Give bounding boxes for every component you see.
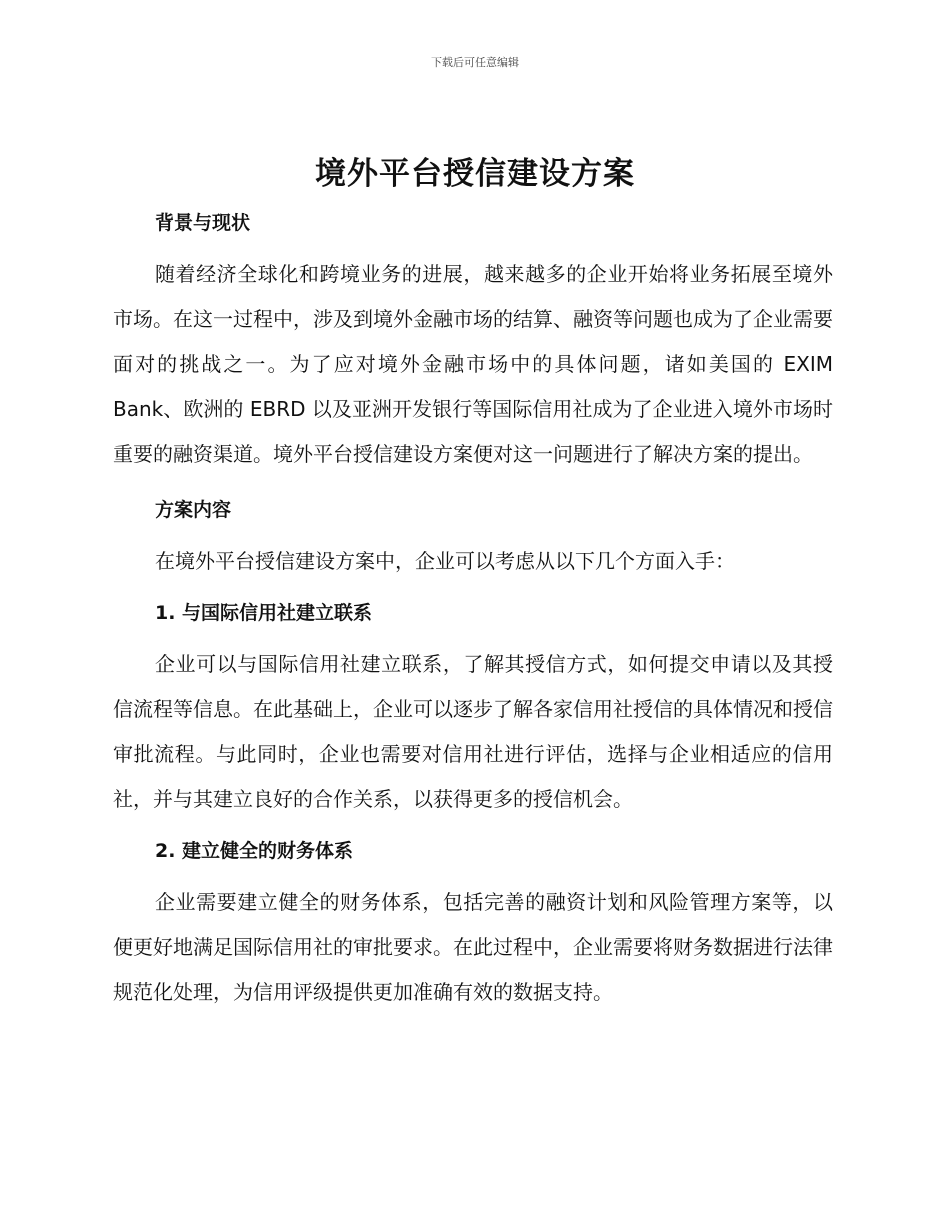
document-title: 境外平台授信建设方案 <box>315 156 635 192</box>
section-background <box>113 206 833 477</box>
section-heading: 1. 与国际信用社建立联系 <box>155 602 373 624</box>
section-credit-union-contact <box>113 596 833 822</box>
section-paragraph: 企业可以与国际信用社建立联系，了解其授信方式，如何提交申请以及其授信流程等信息。在此基础上，企业可以逐步了解各家信用社授信的具体情况和授信审批流程。与此同时，企业也需要对信用社进行评估，选择与企业相适应的信用社，并与其建立良好的合作关系，以获得更多的授信机会。 <box>113 652 833 811</box>
header-note: 下载后可任意编辑 <box>431 56 519 69</box>
section-heading: 方案内容 <box>155 499 232 521</box>
section-paragraph: 企业需要建立健全的财务体系，包括完善的融资计划和风险管理方案等，以便更好地满足国际信用社的审批要求。在此过程中，企业需要将财务数据进行法律规范化处理，为信用评级提供更加准确有效的数据支持。 <box>113 890 833 1004</box>
section-paragraph: 随着经济全球化和跨境业务的进展，越来越多的企业开始将业务拓展至境外市场。在这一过程中，涉及到境外金融市场的结算、融资等问题也成为了企业需要面对的挑战之一。为了应对境外金融市场中的具体问题，诸如美国的 EXIM Bank、欧洲的 EBRD 以及亚洲开发银行等国际信用社成为了企业进入境外市场时重要的融资渠道。境外平台授信建设方案便对这一问题进行了解决方案的提出。 <box>113 262 833 466</box>
section-financial-system <box>113 834 833 1015</box>
section-paragraph: 在境外平台授信建设方案中，企业可以考虑从以下几个方面入手： <box>155 549 735 573</box>
section-plan-content <box>113 493 833 584</box>
section-heading: 2. 建立健全的财务体系 <box>155 840 354 862</box>
section-heading: 背景与现状 <box>155 212 251 234</box>
document-body <box>113 206 833 1015</box>
